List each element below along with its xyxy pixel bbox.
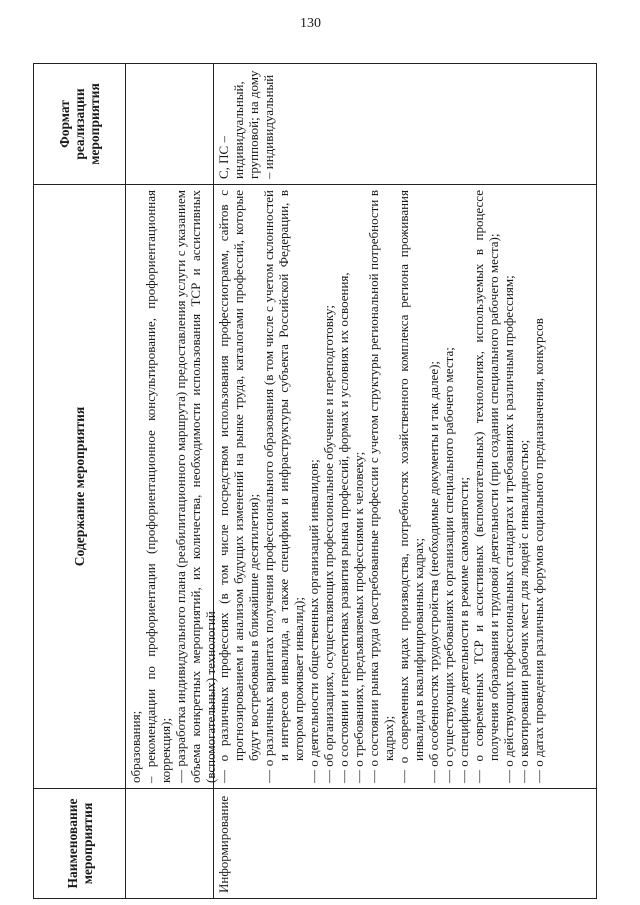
list-item: — о различных профессиях (в том числе посредством использования профессиограмм, сайтов с прогнозированием и анализом будущих изменений на рынке труда, каталогами профессий, которые будут востребованы в ближайшие десятилетия); <box>216 190 261 783</box>
list-item: — о специфике деятельности в режиме самозанятости; <box>456 477 471 783</box>
cell-activity-format: С, ПС – индивидуальный, групповой; на дому – индивидуальный <box>216 70 276 179</box>
list-item: — о современных ТСР и ассистивных (вспомогательных) технологиях, используемых в процессе получения образования и трудовой деятельности (при создании специального рабочего места); <box>471 190 501 783</box>
cell-activity-format <box>126 64 213 184</box>
list-item: — о состоянии рынка труда (востребованные профессии с учетом структуры региональной потребности в кадрах); <box>366 190 396 783</box>
rotated-page <box>33 63 597 899</box>
cell-activity-content <box>214 184 596 788</box>
content-line: – рекомендации по профориентации (профориентационное консультирование, профориентационная коррекция); <box>143 190 173 783</box>
cell-activity-name: Информирование <box>214 788 596 898</box>
table-row <box>126 64 218 898</box>
table-header-row <box>34 64 126 898</box>
list-item: — о действующих профессиональных стандартах и требованиях к различным профессиям; <box>501 275 516 783</box>
list-item: — о деятельности общественных организаций инвалидов; <box>306 459 321 783</box>
list-item: — о существующих требованиях к организации специального рабочего места; <box>441 347 456 783</box>
header-activity-content: Содержание мероприятия <box>34 184 125 788</box>
content-line: — разработка индивидуального плана (реабилитационного маршрута) предоставления услуги с указанием объема конкретных мероприятий, их количества, необходимости использования ТСР и ассистивных (вспомогательных) технологий <box>173 190 218 783</box>
list-item: — о требованиях, предъявляемых профессиями к человеку; <box>351 451 366 783</box>
list-item: — об особенностях трудоустройства (необходимые документы и так далее); <box>426 360 441 783</box>
header-activity-format: Формат реализации мероприятия <box>57 83 102 165</box>
page-number: 130 <box>300 16 321 31</box>
list-item: — о состоянии и перспективах развития рынка профессий, формах и условиях их освоения, <box>336 272 351 783</box>
content-line: образования; <box>128 710 143 783</box>
list-item: — о различных вариантах получения профессионального образования (в том числе с учетом склонностей и интересов инвалида, а также специфики и инфраструктуры субъекта Российской Федерации, в котором проживает инвалид); <box>261 190 306 783</box>
list-item: — о квотировании рабочих мест для людей с инвалидностью; <box>516 439 531 783</box>
list-item: — об организациях, осуществляющих профессиональное обучение и переподготовку; <box>321 305 336 783</box>
list-item: — о современных видах производства, потребностях хозяйственного комплекса региона проживания инвалида в квалифицированных кадрах; <box>396 190 426 783</box>
cell-activity-name <box>126 788 213 898</box>
header-activity-name: Наименование мероприятия <box>34 788 125 898</box>
activities-table <box>33 63 597 899</box>
list-item: — о датах проведения различных форумов социального предназначения, конкурсов <box>531 318 546 783</box>
cell-activity-content <box>126 184 218 788</box>
table-row <box>214 64 596 898</box>
